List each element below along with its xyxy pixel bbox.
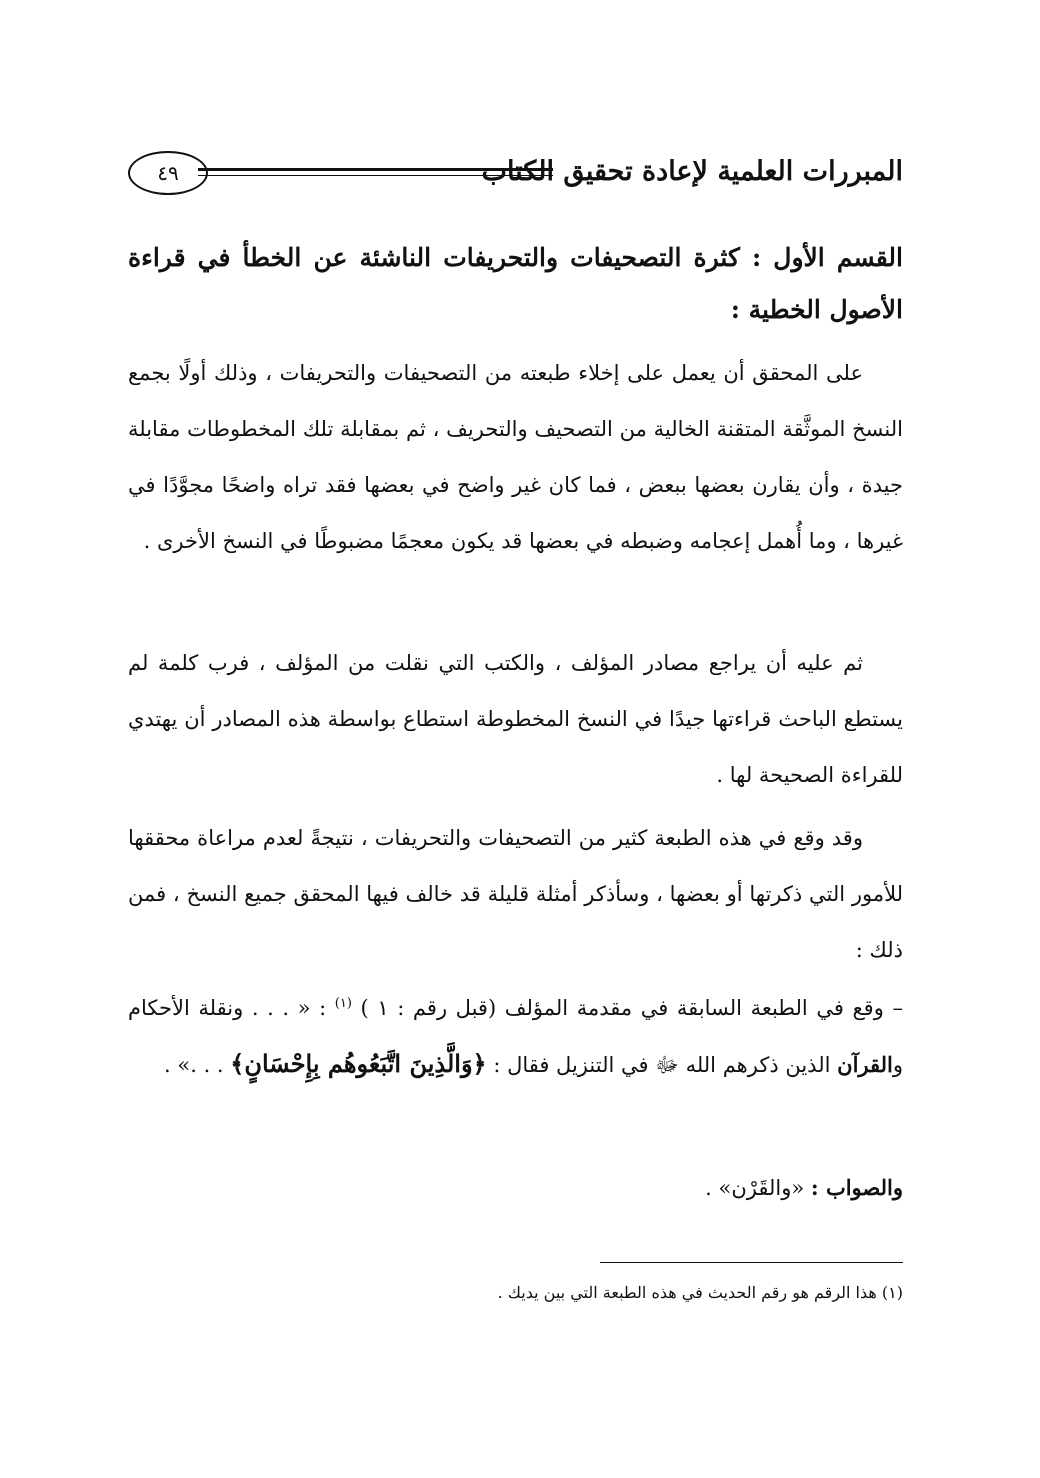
paragraph-1: على المحقق أن يعمل على إخلاء طبعته من التصحيفات والتحريفات ، وذلك أولًا بجمع النسخ الموثَّقة المتقنة الخالية من التصحيف والتحريف ، ثم بمقابلة تلك المخطوطات مقابلة جيدة ، وأن يقارن بعضها ببعض ، فما كان غير واضح في بعضها فقد تراه واضحًا مجوَّدًا في غيرها ، وما أُهمل إعجامه وضبطه في بعضها قد يكون معجمًا مضبوطًا في النسخ الأخرى . (128, 361, 903, 553)
footnote-reference: (١) (334, 996, 352, 1011)
page-number: ٤٩ (157, 161, 179, 185)
correction-value: «والقَرْن» . (705, 1176, 805, 1200)
quran-verse: ﴿وَالَّذِينَ اتَّبَعُوهُم بِإِحْسَانٍ﴾ (230, 1049, 487, 1078)
page-header (128, 150, 903, 202)
quote-end: . . .» . (164, 1053, 224, 1077)
paragraph-2: ثم عليه أن يراجع مصادر المؤلف ، والكتب التي نقلت من المؤلف ، فرب كلمة لم يستطع الباحث قراءتها جيدًا في النسخ المخطوطة استطاع بواسطة هذه المصادر أن يهتدي للقراءة الصحيحة لها . (128, 651, 903, 787)
correction-line (705, 1175, 903, 1200)
running-title: المبررات العلمية لإعادة تحقيق الكتاب (481, 156, 903, 187)
footnote: (١) هذا الرقم هو رقم الحديث في هذه الطبعة التي بين يديك . (497, 1283, 903, 1302)
correction-label: والصواب : (810, 1175, 903, 1200)
quote-middle: الذين ذكرهم الله ﷻ في التنزيل فقال : (493, 1053, 831, 1077)
paragraph-3: وقد وقع في هذه الطبعة كثير من التصحيفات والتحريفات ، نتيجةً لعدم مراعاة محققها للأمور التي ذكرتها أو بعضها ، وسأذكر أمثلة قليلة قد خالف فيها المحقق جميع النسخ ، فمن ذلك : (128, 826, 903, 962)
footnote-divider (600, 1262, 903, 1263)
example-text (128, 980, 903, 1093)
example-entry (128, 980, 903, 1093)
bold-word: القرآن (837, 1052, 893, 1077)
section-heading: القسم الأول : كثرة التصحيفات والتحريفات الناشئة عن الخطأ في قراءة الأصول الخطية : (128, 243, 903, 324)
example-intro: – وقع في الطبعة السابقة في مقدمة المؤلف (قبل رقم : ١ ) (360, 996, 903, 1020)
quote-start: : « . . . ونقلة الأحكام و (128, 996, 903, 1077)
page-number-oval (128, 151, 208, 195)
